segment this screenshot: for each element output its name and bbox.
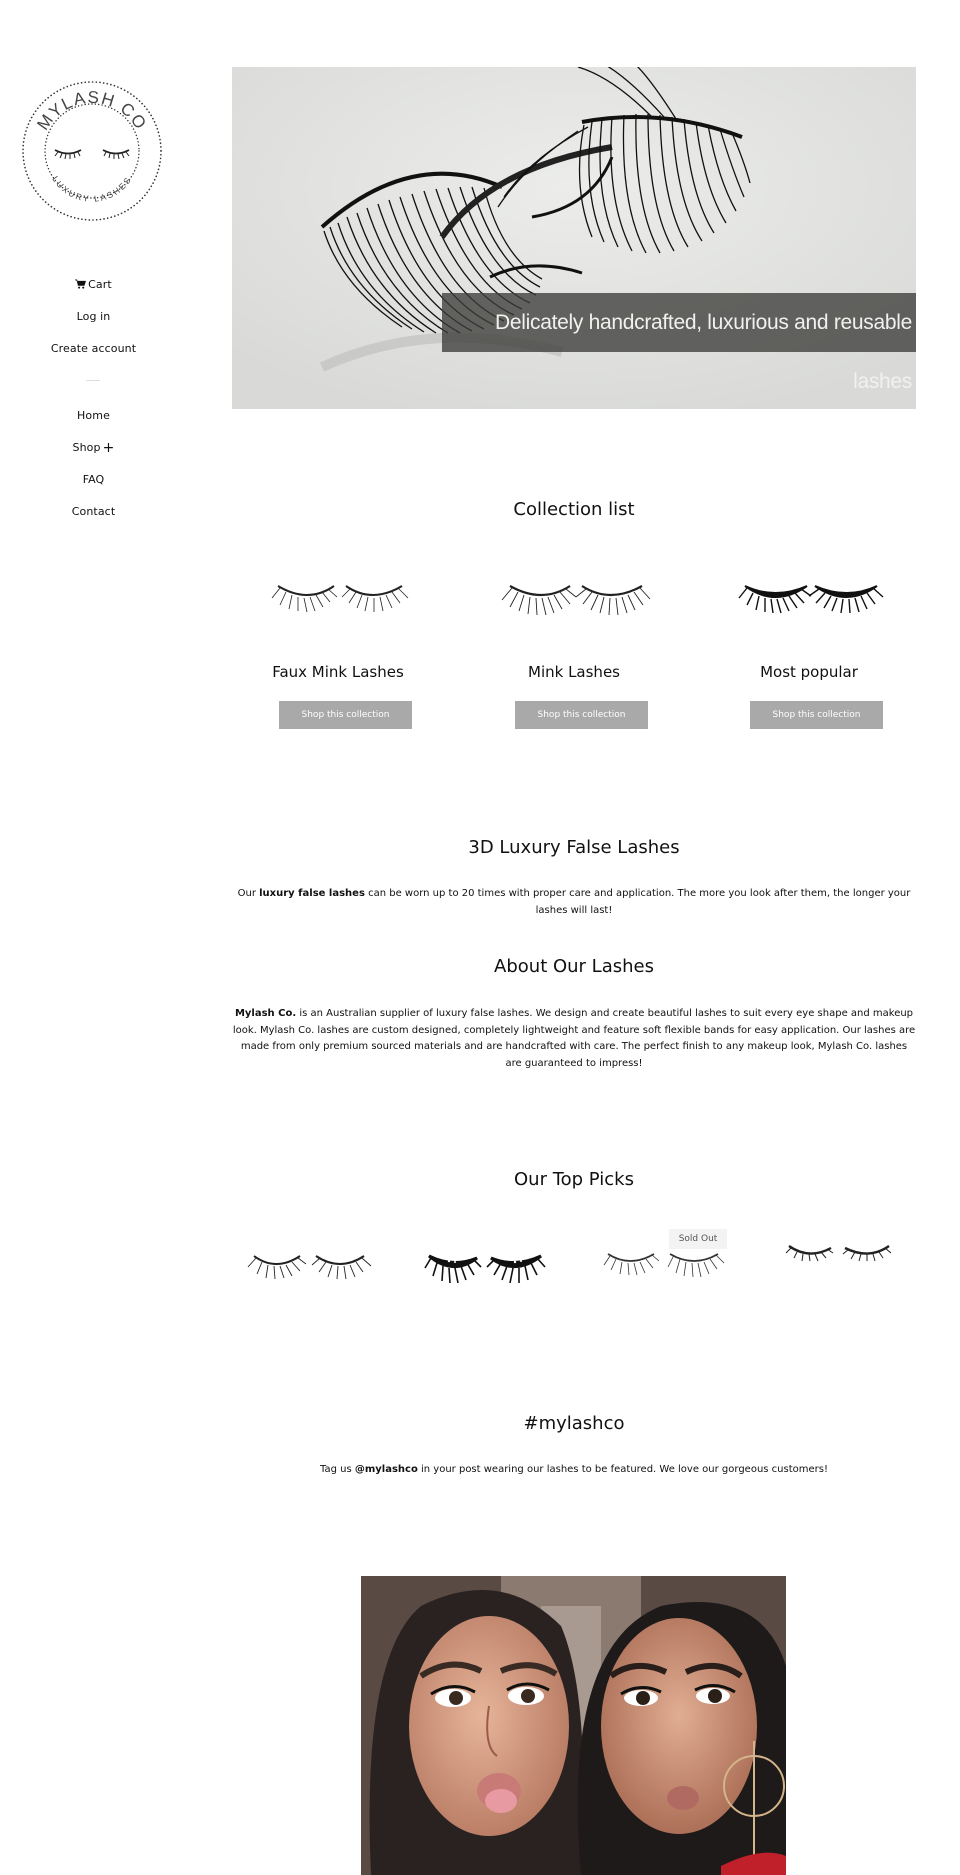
create-account-link[interactable]: Create account (50, 342, 137, 355)
about-lashes-title: About Our Lashes (494, 956, 654, 977)
lash-product-image (474, 564, 674, 624)
collection-card[interactable] (709, 564, 909, 720)
nav-shop-label: Shop (72, 441, 101, 454)
hero-caption: Delicately handcrafted, luxurious and reusable lashes (442, 293, 916, 352)
cart-link[interactable] (0, 278, 187, 291)
sidebar-divider (86, 380, 100, 381)
collection-name[interactable]: Mink Lashes (528, 663, 620, 681)
lash-product-image (773, 1232, 913, 1292)
lash-product-image (415, 1238, 555, 1298)
customer-photo-image (361, 1576, 786, 1875)
product-card[interactable] (773, 1232, 913, 1292)
collection-card[interactable] (474, 564, 674, 720)
expand-plus-icon[interactable]: + (102, 440, 115, 456)
lash-product-image (238, 564, 438, 624)
cart-icon (75, 279, 86, 289)
luxury-lashes-text: Our luxury false lashes can be worn up to 20 times with proper care and application. The more you look after them, the longer your lashes will last! (237, 888, 911, 916)
sidebar (0, 0, 187, 600)
collection-list-title: Collection list (513, 499, 635, 520)
shop-collection-button[interactable]: Shop this collection (279, 701, 412, 729)
nav-home[interactable]: Home (77, 409, 110, 422)
logo-top-text: MYLASH CO (33, 87, 151, 134)
customer-photo[interactable] (361, 1576, 786, 1875)
logo-bottom-text: LUXURY LASHES (50, 174, 134, 204)
collection-name[interactable]: Faux Mink Lashes (272, 663, 404, 681)
nav-faq[interactable]: FAQ (82, 473, 105, 486)
shop-collection-button[interactable]: Shop this collection (750, 701, 883, 729)
product-card[interactable] (415, 1238, 555, 1298)
nav-shop[interactable] (0, 440, 187, 456)
cart-label: Cart (88, 278, 112, 291)
hashtag-title: #mylashco (523, 1413, 625, 1434)
about-lashes-text: Mylash Co. is an Australian supplier of luxury false lashes. We design and create beautiful lashes to suit every eye shape and makeup look. Mylash Co. lashes are custom designed, completely lightweight and feature soft flexible bands for easy application. Our lashes are made from only premium sourced materials and are handcrafted with care. The perfect finish to any makeup look, Mylash Co. lashes are guaranteed to impress! (232, 1008, 916, 1069)
product-card[interactable] (240, 1238, 380, 1298)
lash-product-image (709, 564, 909, 624)
collection-card[interactable] (238, 564, 438, 720)
hero-lashes-image (232, 67, 916, 409)
brand-logo[interactable] (21, 80, 163, 222)
hashtag-text: Tag us @mylashco in your post wearing our lashes to be featured. We love our gorgeous customers! (320, 1464, 828, 1475)
luxury-lashes-title: 3D Luxury False Lashes (468, 837, 680, 858)
collection-name[interactable]: Most popular (760, 663, 858, 681)
hero-banner[interactable] (232, 67, 916, 409)
lash-product-image (240, 1238, 380, 1298)
shop-collection-button[interactable]: Shop this collection (515, 701, 648, 729)
nav-contact[interactable]: Contact (71, 505, 116, 518)
login-link[interactable]: Log in (76, 310, 111, 323)
top-picks-title: Our Top Picks (514, 1169, 634, 1190)
sold-out-badge: Sold Out (669, 1229, 727, 1249)
logo-emblem-icon (21, 80, 163, 222)
